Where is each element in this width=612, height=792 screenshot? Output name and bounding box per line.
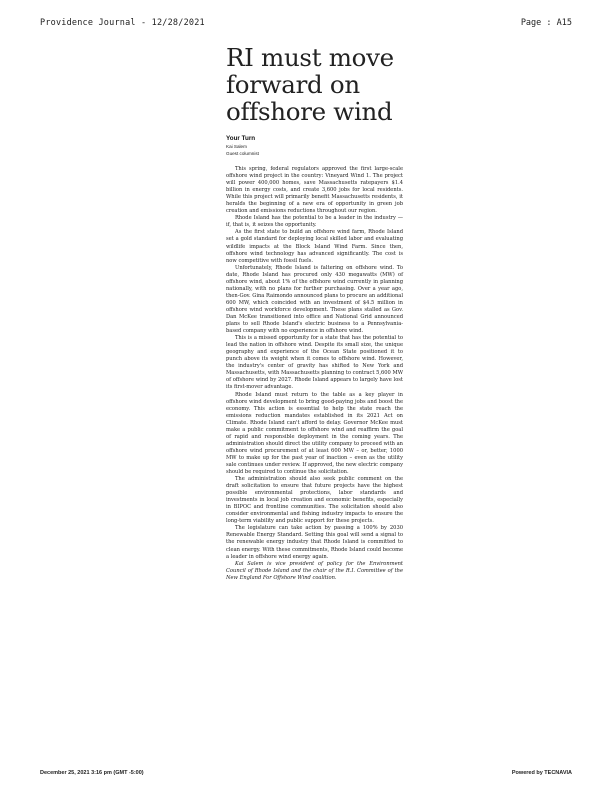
article-paragraph: This is a missed opportunity for a state that has the potential to lead the nation in offshore wind. Despite its small size, the unique geography and experience of the Ocean State positioned it to punch above its weight when it comes to offshore wind. However, the industry's center of gravity has shifted to New York and Massachusetts, with Massachusetts planning to contract 5,600 MW of offshore wind by 2027. Rhode Island appears to largely have lost its first-mover advantage.: [226, 335, 403, 391]
article-paragraph: Rhode Island must return to the table as a key player in offshore wind development to bring good-paying jobs and boost the economy. This action is essential to help the state reach the emissions reduction mandates established in its 2021 Act on Climate. Rhode Island can't afford to delay. Governor McKee must make a public commitment to offshore wind and reaffirm the goal of rapid and responsible deployment in the coming years. The administration should direct the utility company to proceed with an offshore wind procurement of at least 600 MW – or, better, 1000 MW to make up for the past year of inaction – even as the utility sale continues under review. If approved, the new electric company should be required to continue the solicitation.: [226, 391, 403, 476]
byline: [226, 135, 259, 157]
footer-powered-by: Powered by TECNAVIA: [511, 770, 572, 776]
article-paragraph: The legislature can take action by passing a 100% by 2030 Renewable Energy Standard. Setting this goal will send a signal to the renewable energy industry that Rhode Island is committed to clean energy. With these commitments, Rhode Island could become a leader in offshore wind energy again.: [226, 525, 403, 560]
article-headline: RI must move forward on offshore wind: [226, 43, 394, 126]
article-paragraph: This spring, federal regulators approved the first large-scale offshore wind project in the country: Vineyard Wind 1. The project will power 400,000 homes, save Massachusetts ratepayers $1.4 billion in energy costs, and create 3,600 jobs for local residents. While this project will primarily benefit Massachusetts residents, it heralds the beginning of a new era of opportunity in green job creation and emissions reductions throughout our region.: [226, 166, 403, 215]
article-body: [226, 166, 403, 582]
section-label: Your Turn: [226, 135, 256, 142]
article-paragraph: Rhode Island has the potential to be a leader in the industry — if, that is, it seizes the opportunity.: [226, 215, 403, 229]
article-paragraph: Unfortunately, Rhode Island is faltering on offshore wind. To date, Rhode Island has procured only 430 megawatts (MW) of offshore wind, about 1% of the offshore wind currently in planning nationally, with no plans for further purchasing. Over a year ago, then-Gov. Gina Raimondo announced plans to procure an additional 600 MW, which coincided with an investment of $4.5 million in offshore wind workforce development. These plans stalled as Gov. Dan McKee transitioned into office and National Grid announced plans to sell Rhode Island's electric business to a Pennsylvania-based company with no experience in offshore wind.: [226, 264, 403, 335]
author-bio: Kai Salem is vice president of policy for the Environment Council of Rhode Island and the chair of the R.I. Committee of the New England For Offshore Wind coalition.: [226, 560, 403, 581]
publication-header: Providence Journal - 12/28/2021: [40, 18, 205, 28]
author-role: Guest columnist: [226, 150, 259, 156]
article-paragraph: The administration should also seek public comment on the draft solicitation to ensure that future projects have the highest possible environmental protections, labor standards and investments in local job creation and economic benefits, especially in BIPOC and frontline communities. The solicitation should also consider environmental and fishing industry impacts to ensure the long-term viability and public support for these projects.: [226, 476, 403, 525]
article-paragraph: As the first state to build an offshore wind farm, Rhode Island set a gold standard for deploying local skilled labor and evaluating wildlife impacts at the Block Island Wind Farm. Since then, offshore wind technology has advanced significantly. The cost is now competitive with fossil fuels.: [226, 229, 403, 264]
page-number: Page : A15: [520, 18, 572, 28]
footer-timestamp: December 25, 2021 3:16 pm (GMT -5:00): [40, 770, 144, 776]
author-name: Kai Salem: [226, 144, 247, 149]
